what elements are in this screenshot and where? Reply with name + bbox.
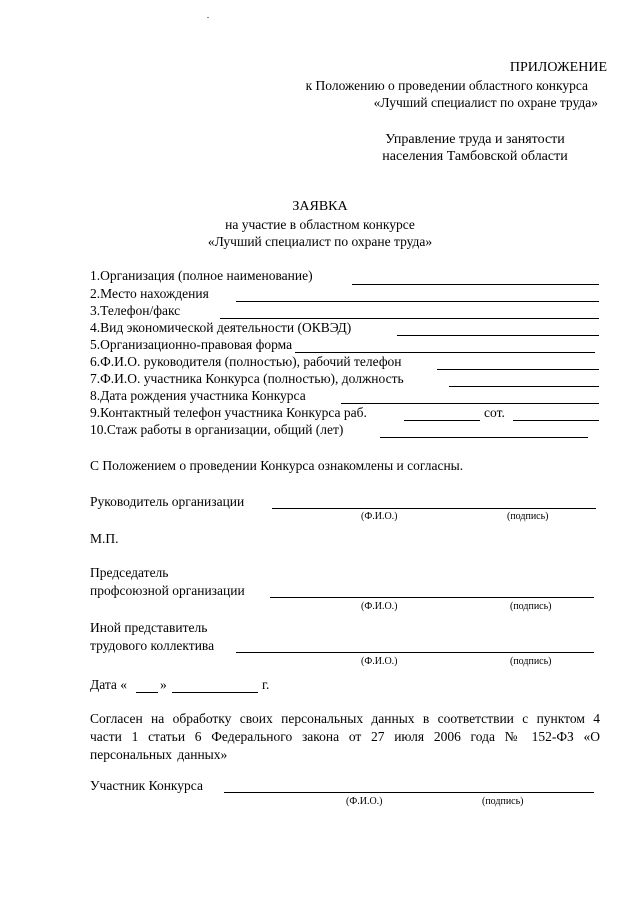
participant-fio-caption: (Ф.И.О.) — [346, 796, 383, 807]
field-organization-line[interactable] — [352, 284, 599, 285]
date-mid: » — [160, 677, 167, 692]
representative-signature-line[interactable] — [236, 652, 594, 653]
appendix-line-1: к Положению о проведении областного конкурса — [305, 78, 588, 93]
stamp-placeholder: М.П. — [90, 531, 119, 546]
head-fio-caption: (Ф.И.О.) — [361, 511, 398, 522]
field-phone-fax-line[interactable] — [220, 318, 599, 319]
field-contact-phone-label: 9.Контактный телефон участника Конкурса раб. — [90, 405, 367, 420]
date-month-line[interactable] — [172, 692, 258, 693]
participant-sign-caption: (подпись) — [482, 796, 524, 807]
field-experience-label: 10.Стаж работы в организации, общий (лет) — [90, 422, 344, 437]
field-legal-form-line[interactable] — [295, 352, 595, 353]
field-activity-line[interactable] — [397, 335, 599, 336]
field-activity-label: 4.Вид экономической деятельности (ОКВЭД) — [90, 320, 352, 335]
chair-label-1: Председатель — [90, 565, 169, 580]
field-mobile-phone-line[interactable] — [513, 420, 599, 421]
addressee-line-2: населения Тамбовской области — [382, 149, 568, 164]
document-subtitle-2: «Лучший специалист по охране труда» — [207, 234, 433, 249]
field-birthdate-line[interactable] — [341, 403, 599, 404]
representative-label-2: трудового коллектива — [90, 638, 215, 653]
field-participant-line[interactable] — [449, 386, 599, 387]
head-signature-label: Руководитель организации — [90, 494, 245, 509]
field-location-line[interactable] — [236, 301, 599, 302]
field-mobile-phone-label: сот. — [484, 405, 505, 420]
agreement-statement: С Положением о проведении Конкурса ознакомлены и согласны. — [90, 458, 464, 473]
appendix-line-2: «Лучший специалист по охране труда» — [373, 95, 598, 110]
scan-mark — [207, 17, 209, 18]
representative-sign-caption: (подпись) — [510, 656, 552, 667]
chair-signature-line[interactable] — [270, 597, 594, 598]
chair-sign-caption: (подпись) — [510, 601, 552, 612]
field-work-phone-line[interactable] — [404, 420, 480, 421]
field-head-line[interactable] — [437, 369, 599, 370]
head-sign-caption: (подпись) — [507, 511, 549, 522]
participant-signature-label: Участник Конкурса — [90, 778, 203, 793]
date-suffix: г. — [262, 677, 270, 692]
addressee-line-1: Управление труда и занятости — [385, 132, 565, 147]
representative-label-1: Иной представитель — [90, 620, 208, 635]
chair-label-2: профсоюзной организации — [90, 583, 245, 598]
chair-fio-caption: (Ф.И.О.) — [361, 601, 398, 612]
head-signature-line[interactable] — [272, 508, 596, 509]
personal-data-consent: Согласен на обработку своих персональных данных в соответствии с пунктом 4 части 1 статьи 6 Федерального закона от 27 июля 2006 года № 152-ФЗ «О персональных данных» — [90, 711, 600, 762]
participant-signature-line[interactable] — [224, 792, 594, 793]
date-day-line[interactable] — [136, 692, 158, 693]
field-head-label: 6.Ф.И.О. руководителя (полностью), рабочий телефон — [90, 354, 402, 369]
date-prefix: Дата « — [90, 677, 128, 692]
field-experience-line[interactable] — [380, 437, 588, 438]
field-legal-form-label: 5.Организационно-правовая форма — [90, 337, 293, 352]
document-title: ЗАЯВКА — [292, 199, 348, 214]
representative-fio-caption: (Ф.И.О.) — [361, 656, 398, 667]
appendix-label: ПРИЛОЖЕНИЕ — [509, 60, 607, 75]
field-phone-fax-label: 3.Телефон/факс — [90, 303, 181, 318]
field-location-label: 2.Место нахождения — [90, 286, 209, 301]
field-participant-label: 7.Ф.И.О. участника Конкурса (полностью), должность — [90, 371, 404, 386]
document-subtitle-1: на участие в областном конкурсе — [225, 217, 415, 232]
field-organization-label: 1.Организация (полное наименование) — [90, 268, 313, 283]
field-birthdate-label: 8.Дата рождения участника Конкурса — [90, 388, 306, 403]
